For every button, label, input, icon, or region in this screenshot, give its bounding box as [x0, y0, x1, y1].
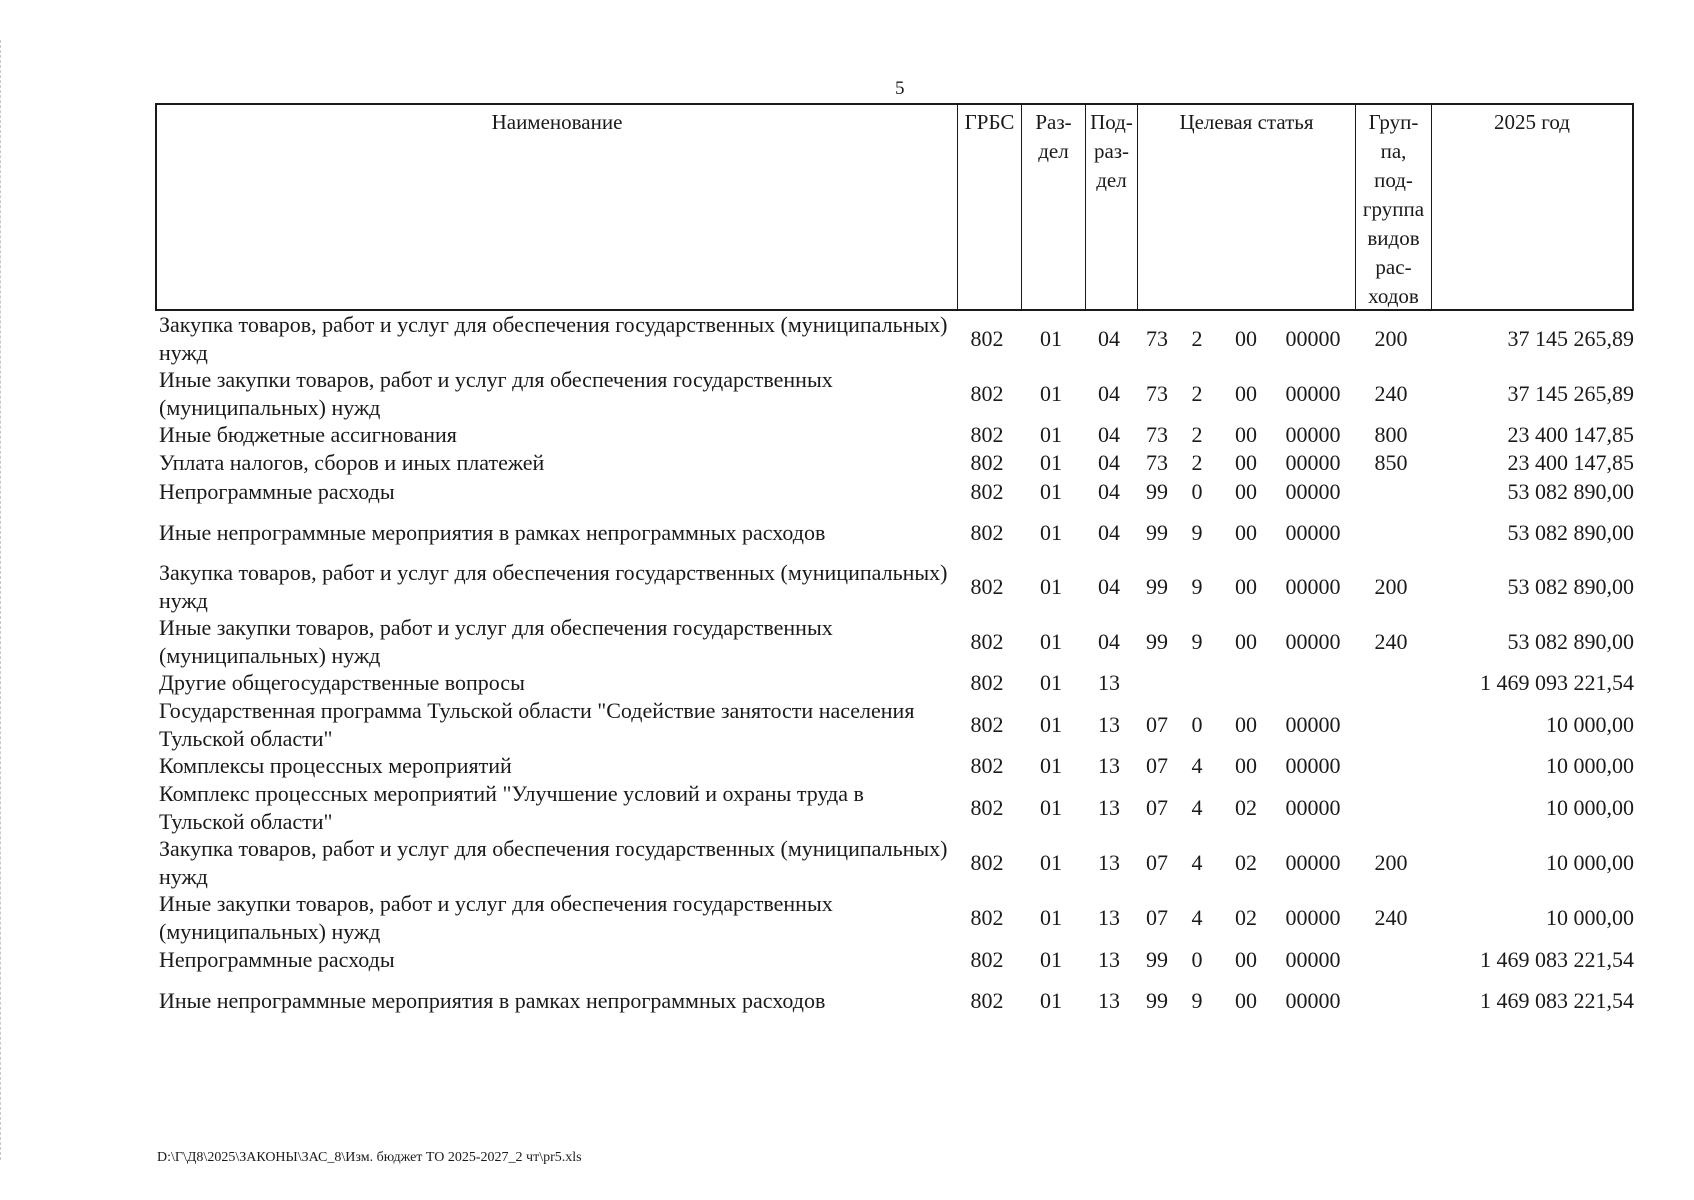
cell-name: Непрограммные расходы — [159, 479, 395, 504]
cell-razdel: 01 — [1040, 947, 1062, 972]
cell-sum-2025: 1 469 083 221,54 — [1480, 947, 1634, 972]
cell-target-code: 00000 — [1285, 794, 1341, 820]
cell-razdel: 01 — [1040, 849, 1062, 875]
cell-podrazdel: 04 — [1098, 520, 1120, 545]
cell-grbs: 802 — [970, 520, 1004, 545]
cell-sum-2025: 10 000,00 — [1546, 753, 1634, 778]
cell-target-code: 00000 — [1285, 947, 1341, 972]
file-path-footer: D:\Г\Д8\2025\ЗАКОНЫ\ЗАС_8\Изм. бюджет ТО 2025-2027_2 чт\pr5.xls — [157, 1150, 582, 1165]
cell-target-program: 99 — [1146, 947, 1168, 972]
table-row — [155, 890, 1634, 945]
table-row — [155, 780, 1634, 835]
cell-name: Комплексы процессных мероприятий — [159, 753, 512, 778]
cell-razdel: 01 — [1040, 711, 1062, 737]
cell-target-program: 99 — [1146, 479, 1168, 504]
cell-podrazdel: 04 — [1098, 628, 1120, 654]
cell-razdel: 01 — [1040, 753, 1062, 778]
cell-name: Иные непрограммные мероприятия в рамках непрограммных расходов — [159, 520, 826, 545]
cell-target-program: 07 — [1146, 904, 1168, 930]
cell-target-code: 00000 — [1285, 380, 1341, 406]
table-row — [155, 835, 1634, 890]
cell-expense-group — [1353, 752, 1429, 780]
cell-target-subprogram: 4 — [1191, 794, 1203, 820]
header-expense-group: Груп- па, под- группа видов рас- ходов — [1355, 105, 1431, 309]
cell-razdel: 01 — [1040, 380, 1062, 406]
cell-target-subprogram: 9 — [1191, 988, 1203, 1013]
table-body — [155, 311, 1634, 1027]
cell-grbs: 802 — [970, 450, 1004, 475]
cell-target-subprogram: 0 — [1191, 947, 1203, 972]
cell-target-program: 99 — [1146, 628, 1168, 654]
cell-name: Иные бюджетные ассигнования — [159, 422, 457, 447]
cell-target-code: 00000 — [1285, 753, 1341, 778]
header-target-article: Целевая статья — [1137, 105, 1355, 309]
cell-sum-2025: 53 082 890,00 — [1507, 573, 1634, 599]
cell-podrazdel: 13 — [1098, 753, 1120, 778]
cell-target-program: 07 — [1146, 849, 1168, 875]
cell-name: Иные закупки товаров, работ и услуг для обеспечения государственных (муниципальных) нужд — [159, 890, 833, 944]
cell-grbs: 802 — [970, 988, 1004, 1013]
cell-target-code: 00000 — [1285, 711, 1341, 737]
cell-target-subprogram — [1177, 669, 1217, 697]
cell-target-code: 00000 — [1285, 904, 1341, 930]
cell-expense-group: 200 — [1374, 849, 1408, 875]
cell-grbs: 802 — [970, 794, 1004, 820]
cell-target-direction: 00 — [1235, 711, 1257, 737]
cell-grbs: 802 — [970, 479, 1004, 504]
cell-expense-group — [1353, 697, 1429, 752]
cell-target-program: 73 — [1146, 450, 1168, 475]
cell-target-subprogram: 4 — [1191, 753, 1203, 778]
cell-name: Иные закупки товаров, работ и услуг для обеспечения государственных (муниципальных) нужд — [159, 366, 833, 420]
cell-sum-2025: 23 400 147,85 — [1507, 450, 1634, 475]
cell-expense-group — [1353, 507, 1429, 559]
cell-name: Закупка товаров, работ и услуг для обеспечения государственных (муниципальных) нужд — [159, 835, 948, 889]
cell-target-code: 00000 — [1285, 988, 1341, 1013]
cell-sum-2025: 1 469 083 221,54 — [1480, 988, 1634, 1013]
cell-target-direction: 00 — [1235, 753, 1257, 778]
table-row — [155, 614, 1634, 669]
cell-expense-group — [1353, 945, 1429, 975]
cell-podrazdel: 04 — [1098, 479, 1120, 504]
cell-sum-2025: 10 000,00 — [1546, 849, 1634, 875]
table-row — [155, 311, 1634, 366]
table-row — [155, 945, 1634, 975]
cell-target-program: 07 — [1146, 794, 1168, 820]
cell-target-subprogram: 2 — [1191, 422, 1203, 447]
cell-grbs: 802 — [970, 628, 1004, 654]
cell-target-direction: 00 — [1235, 422, 1257, 447]
cell-target-direction: 00 — [1235, 479, 1257, 504]
cell-name: Непрограммные расходы — [159, 947, 395, 972]
cell-target-program: 73 — [1146, 380, 1168, 406]
cell-expense-group — [1353, 975, 1429, 1027]
cell-expense-group — [1353, 669, 1429, 697]
page-number: 5 — [895, 78, 905, 99]
cell-grbs: 802 — [970, 711, 1004, 737]
cell-grbs: 802 — [970, 947, 1004, 972]
cell-podrazdel: 04 — [1098, 380, 1120, 406]
cell-podrazdel: 04 — [1098, 422, 1120, 447]
table-row — [155, 421, 1634, 449]
cell-grbs: 802 — [970, 422, 1004, 447]
cell-grbs: 802 — [970, 753, 1004, 778]
cell-target-subprogram: 0 — [1191, 711, 1203, 737]
cell-target-subprogram: 4 — [1191, 904, 1203, 930]
cell-target-subprogram: 9 — [1191, 628, 1203, 654]
cell-target-code: 00000 — [1285, 849, 1341, 875]
cell-target-direction: 02 — [1235, 794, 1257, 820]
cell-razdel: 01 — [1040, 904, 1062, 930]
cell-grbs: 802 — [970, 670, 1004, 695]
cell-target-program: 73 — [1146, 325, 1168, 351]
table-row — [155, 697, 1634, 752]
table-row — [155, 366, 1634, 421]
cell-expense-group: 800 — [1374, 422, 1408, 447]
cell-razdel: 01 — [1040, 988, 1062, 1013]
table-row — [155, 669, 1634, 697]
cell-sum-2025: 23 400 147,85 — [1507, 422, 1634, 447]
cell-target-direction: 00 — [1235, 450, 1257, 475]
cell-razdel: 01 — [1040, 479, 1062, 504]
cell-name: Закупка товаров, работ и услуг для обеспечения государственных (муниципальных) нужд — [159, 311, 948, 365]
cell-target-direction: 00 — [1235, 380, 1257, 406]
cell-expense-group — [1353, 477, 1429, 507]
cell-target-code: 00000 — [1285, 479, 1341, 504]
cell-podrazdel: 04 — [1098, 325, 1120, 351]
cell-razdel: 01 — [1040, 325, 1062, 351]
cell-razdel: 01 — [1040, 794, 1062, 820]
cell-sum-2025: 53 082 890,00 — [1507, 520, 1634, 545]
header-grbs: ГРБС — [957, 105, 1021, 309]
cell-target-direction: 00 — [1235, 573, 1257, 599]
cell-name: Иные непрограммные мероприятия в рамках непрограммных расходов — [159, 988, 826, 1013]
cell-sum-2025: 10 000,00 — [1546, 711, 1634, 737]
cell-target-program: 99 — [1146, 988, 1168, 1013]
cell-expense-group: 240 — [1374, 628, 1408, 654]
cell-name: Закупка товаров, работ и услуг для обеспечения государственных (муниципальных) нужд — [159, 559, 948, 613]
cell-target-program: 73 — [1146, 422, 1168, 447]
cell-sum-2025: 53 082 890,00 — [1507, 479, 1634, 504]
cell-podrazdel: 13 — [1098, 711, 1120, 737]
cell-target-direction: 00 — [1235, 520, 1257, 545]
cell-podrazdel: 13 — [1098, 670, 1120, 695]
cell-podrazdel: 04 — [1098, 573, 1120, 599]
cell-target-direction: 00 — [1235, 988, 1257, 1013]
cell-grbs: 802 — [970, 904, 1004, 930]
cell-sum-2025: 53 082 890,00 — [1507, 628, 1634, 654]
cell-expense-group: 240 — [1374, 904, 1408, 930]
cell-razdel: 01 — [1040, 520, 1062, 545]
cell-target-direction — [1221, 669, 1271, 697]
cell-target-code: 00000 — [1285, 520, 1341, 545]
cell-expense-group: 200 — [1374, 325, 1408, 351]
cell-expense-group — [1353, 780, 1429, 835]
cell-name: Иные закупки товаров, работ и услуг для обеспечения государственных (муниципальных) нужд — [159, 614, 833, 668]
cell-target-program: 07 — [1146, 753, 1168, 778]
cell-target-code: 00000 — [1285, 422, 1341, 447]
header-razdel: Раз- дел — [1021, 105, 1085, 309]
cell-sum-2025: 1 469 093 221,54 — [1480, 670, 1634, 695]
cell-target-subprogram: 4 — [1191, 849, 1203, 875]
cell-target-subprogram: 9 — [1191, 573, 1203, 599]
cell-grbs: 802 — [970, 573, 1004, 599]
cell-target-direction: 00 — [1235, 325, 1257, 351]
table-row — [155, 559, 1634, 614]
cell-grbs: 802 — [970, 380, 1004, 406]
cell-target-direction: 00 — [1235, 947, 1257, 972]
cell-target-subprogram: 2 — [1191, 325, 1203, 351]
cell-expense-group: 850 — [1374, 450, 1408, 475]
table-row — [155, 975, 1634, 1027]
table-row — [155, 449, 1634, 477]
table-row — [155, 752, 1634, 780]
cell-podrazdel: 13 — [1098, 947, 1120, 972]
cell-grbs: 802 — [970, 849, 1004, 875]
cell-target-code: 00000 — [1285, 450, 1341, 475]
cell-target-subprogram: 9 — [1191, 520, 1203, 545]
cell-target-code: 00000 — [1285, 628, 1341, 654]
cell-podrazdel: 13 — [1098, 849, 1120, 875]
cell-razdel: 01 — [1040, 628, 1062, 654]
cell-expense-group: 200 — [1374, 573, 1408, 599]
table-row — [155, 477, 1634, 507]
cell-name: Комплекс процессных мероприятий "Улучшение условий и охраны труда в Тульской области" — [159, 780, 864, 834]
cell-name: Уплата налогов, сборов и иных платежей — [159, 450, 545, 475]
cell-target-code — [1273, 669, 1353, 697]
cell-razdel: 01 — [1040, 573, 1062, 599]
cell-target-subprogram: 0 — [1191, 479, 1203, 504]
cell-grbs: 802 — [970, 325, 1004, 351]
cell-podrazdel: 04 — [1098, 450, 1120, 475]
cell-sum-2025: 37 145 265,89 — [1507, 380, 1634, 406]
header-podrazdel: Под- раз- дел — [1085, 105, 1137, 309]
cell-sum-2025: 10 000,00 — [1546, 794, 1634, 820]
header-year-2025: 2025 год — [1431, 105, 1632, 309]
header-name: Наименование — [491, 110, 623, 134]
cell-name: Другие общегосударственные вопросы — [159, 670, 525, 695]
cell-target-direction: 02 — [1235, 849, 1257, 875]
cell-target-program: 99 — [1146, 573, 1168, 599]
cell-target-program: 99 — [1146, 520, 1168, 545]
cell-name: Государственная программа Тульской области "Содействие занятости населения Тульской области" — [159, 697, 915, 751]
cell-podrazdel: 13 — [1098, 794, 1120, 820]
cell-podrazdel: 13 — [1098, 988, 1120, 1013]
cell-target-direction: 00 — [1235, 628, 1257, 654]
cell-sum-2025: 37 145 265,89 — [1507, 325, 1634, 351]
cell-razdel: 01 — [1040, 450, 1062, 475]
table-header — [155, 103, 1634, 311]
cell-expense-group: 240 — [1374, 380, 1408, 406]
cell-target-subprogram: 2 — [1191, 450, 1203, 475]
page-edge-scan-line — [0, 40, 4, 1160]
cell-sum-2025: 10 000,00 — [1546, 904, 1634, 930]
table-row — [155, 507, 1634, 559]
cell-razdel: 01 — [1040, 670, 1062, 695]
cell-target-program: 07 — [1146, 711, 1168, 737]
cell-target-program — [1137, 669, 1177, 697]
cell-target-code: 00000 — [1285, 325, 1341, 351]
cell-razdel: 01 — [1040, 422, 1062, 447]
cell-target-direction: 02 — [1235, 904, 1257, 930]
cell-podrazdel: 13 — [1098, 904, 1120, 930]
cell-target-code: 00000 — [1285, 573, 1341, 599]
cell-target-subprogram: 2 — [1191, 380, 1203, 406]
